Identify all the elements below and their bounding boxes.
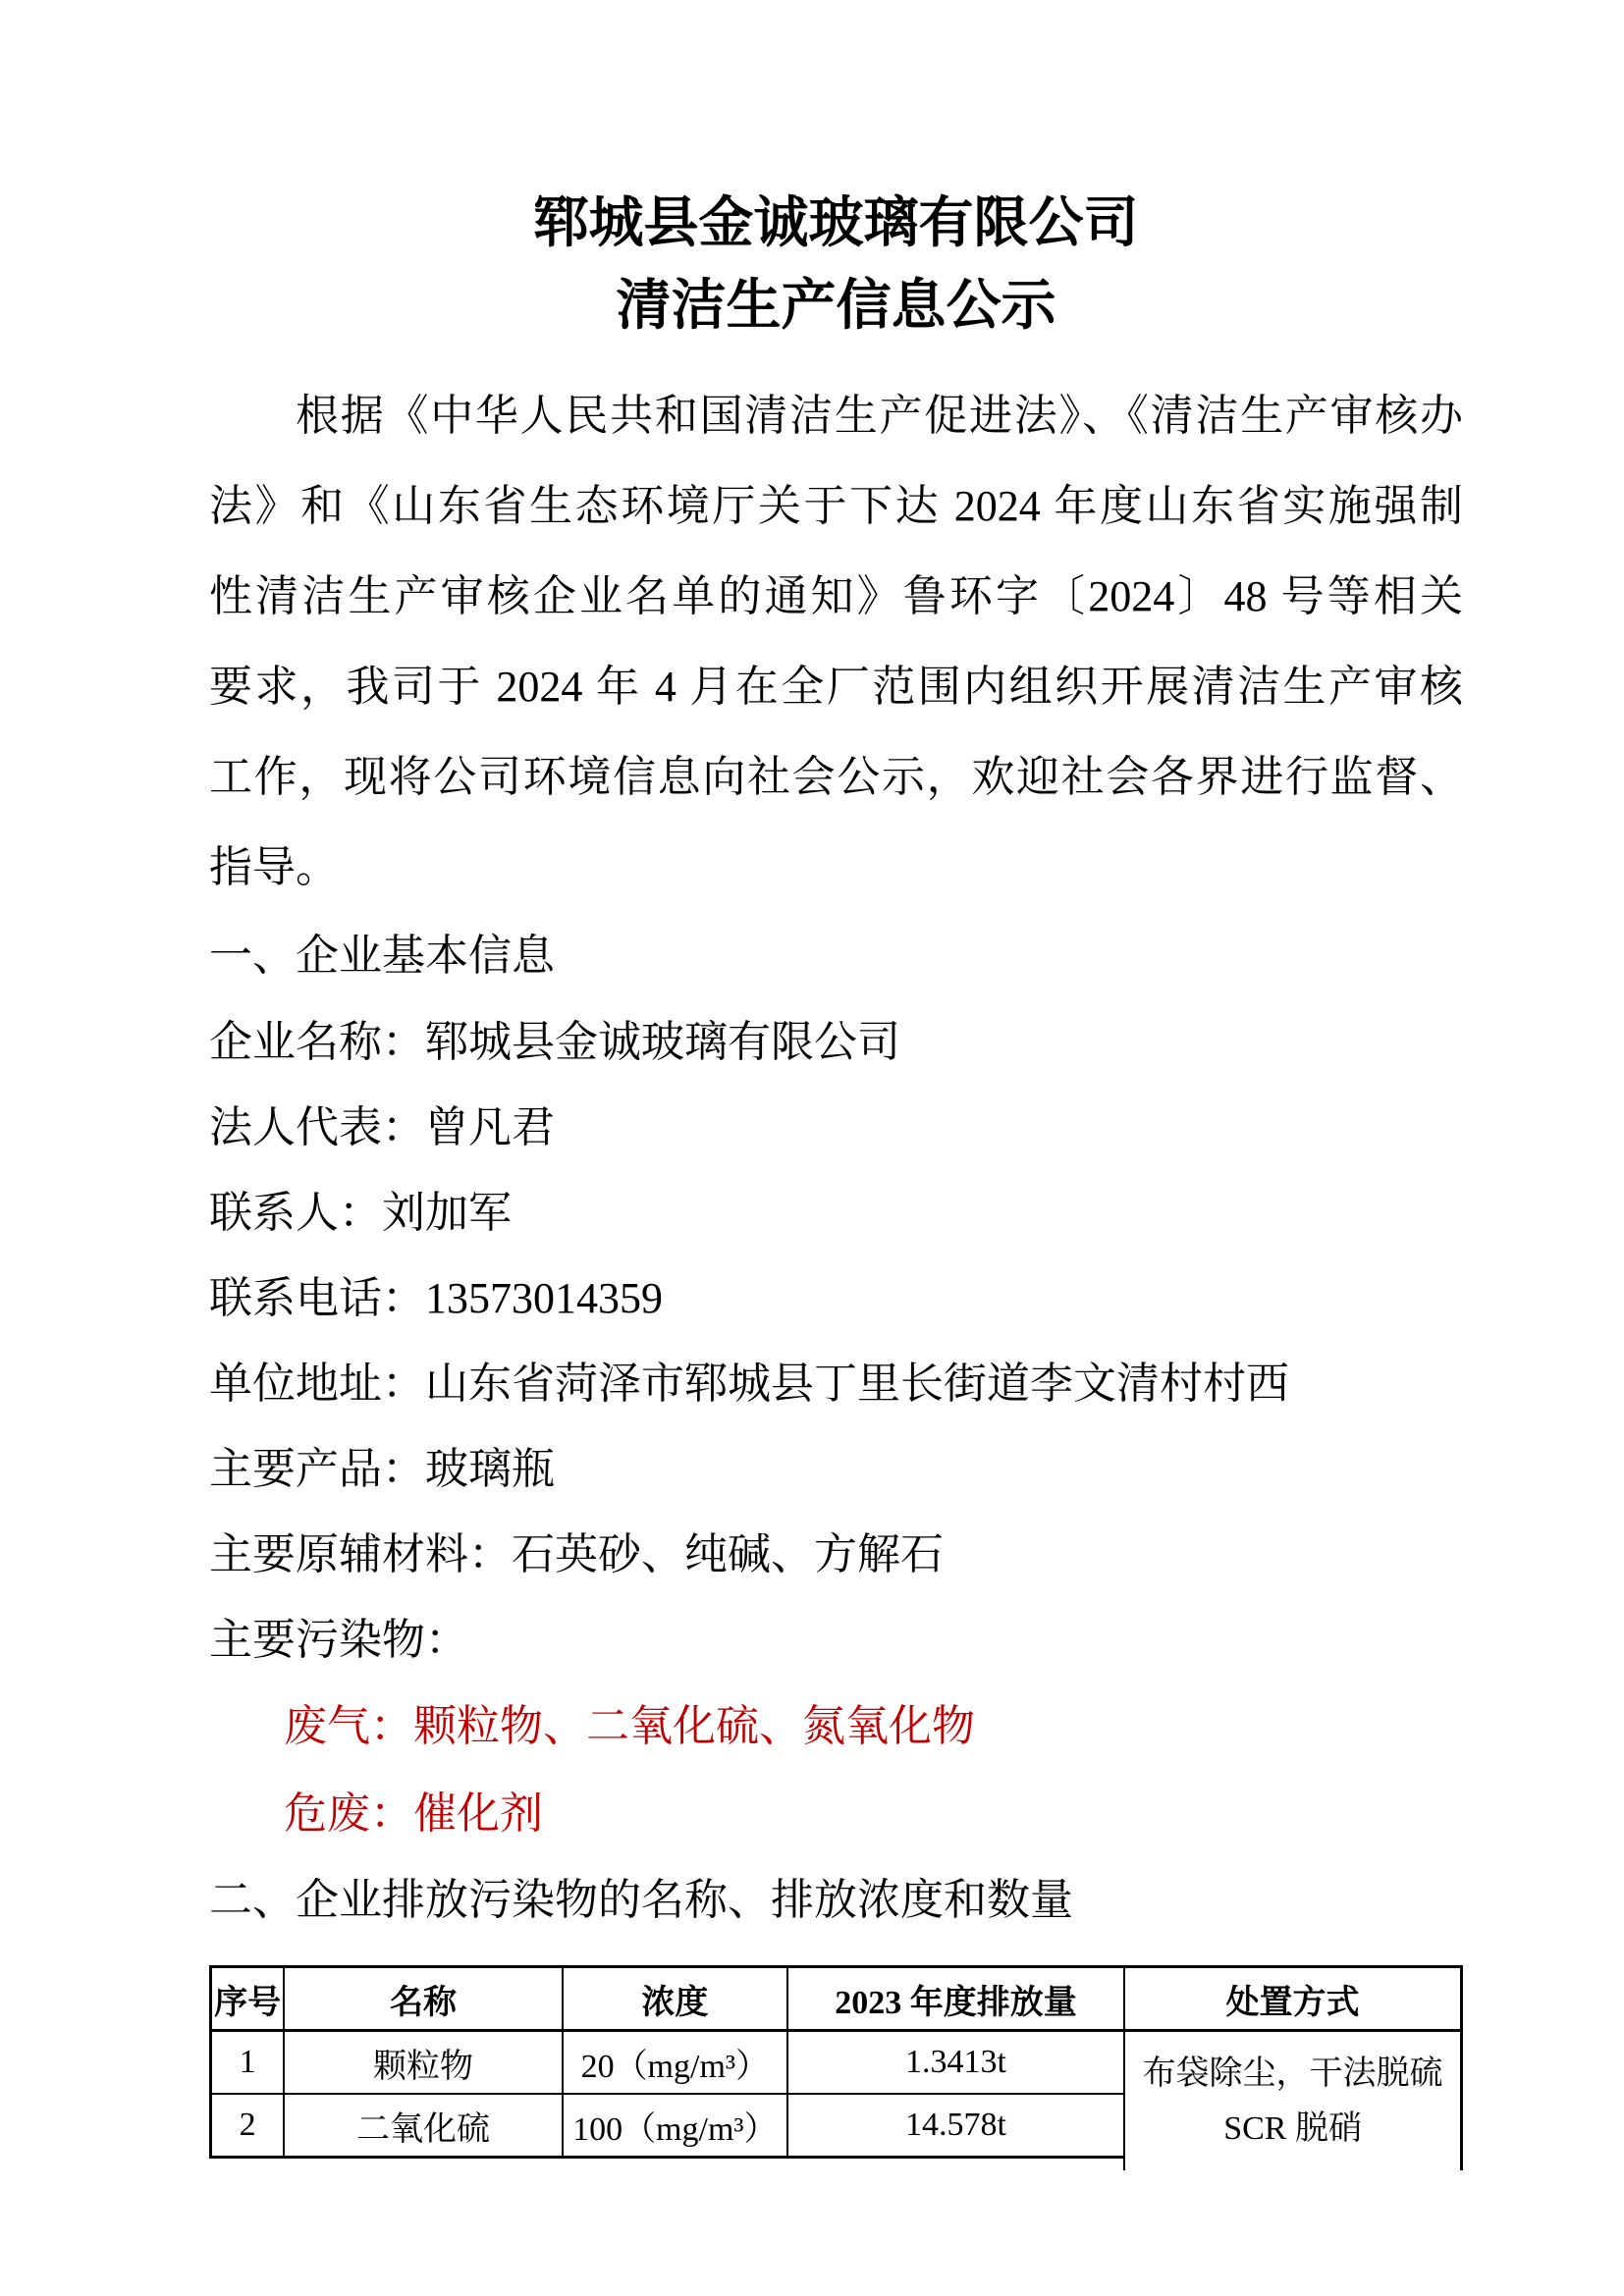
info-line-legal-representative: 法人代表：曾凡君 — [209, 1103, 555, 1151]
header-name: 名称 — [284, 1967, 563, 2031]
pollutant-hazardous-waste: 危废：催化剂 — [284, 1789, 543, 1838]
company-info-list — [209, 999, 1463, 1857]
header-amount-2023: 2023 年度排放量 — [787, 1967, 1124, 2031]
info-line-main-product: 主要产品：玻璃瓶 — [209, 1445, 555, 1493]
disposal-line: SCR 脱硝 — [1223, 2109, 1362, 2147]
intro-line: 性清洁生产审核企业名单的通知》鲁环字〔2024〕48 号等相关 — [209, 572, 1463, 620]
cell-amount: 14.578t — [787, 2094, 1124, 2158]
intro-line: 要求，我司于 2024 年 4 月在全厂范围内组织开展清洁生产审核 — [209, 663, 1463, 711]
intro-line: 工作，现将公司环境信息向社会公示，欢迎社会各界进行监督、 — [209, 753, 1463, 801]
intro-paragraph — [209, 371, 1463, 913]
disposal-line: 布袋除尘，干法脱硫 — [1142, 2055, 1443, 2092]
section1-heading: 一、企业基本信息 — [209, 932, 555, 980]
cell-seq: 1 — [211, 2031, 285, 2095]
header-concentration: 浓度 — [563, 1967, 787, 2031]
info-line-address: 单位地址：山东省菏泽市郓城县丁里长街道李文清村村西 — [209, 1360, 1289, 1408]
table-row — [211, 2031, 1462, 2095]
header-seq: 序号 — [211, 1967, 285, 2031]
info-line-raw-materials: 主要原辅材料：石英砂、纯碱、方解石 — [209, 1530, 944, 1578]
info-line-company-name: 企业名称：郓城县金诚玻璃有限公司 — [209, 1018, 900, 1066]
header-disposal: 处置方式 — [1124, 1967, 1461, 2031]
document-content — [209, 183, 1463, 2170]
cell-name: 颗粒物 — [284, 2031, 563, 2095]
pollutant-waste-gas: 废气：颗粒物、二氧化硫、氮氧化物 — [284, 1702, 975, 1750]
cell-seq: 2 — [211, 2094, 285, 2158]
section2-heading: 二、企业排放污染物的名称、排放浓度和数量 — [209, 1876, 1073, 1924]
cell-name: 二氧化硫 — [284, 2094, 563, 2158]
table-cutoff-spacer — [211, 2158, 1125, 2171]
intro-line: 指导。 — [209, 843, 339, 891]
document-subtitle: 清洁生产信息公示 — [616, 276, 1056, 337]
table-header-row — [211, 1967, 1462, 2031]
cell-amount: 1.3413t — [787, 2031, 1124, 2095]
emissions-table — [209, 1965, 1463, 2170]
info-line-contact-person: 联系人：刘加军 — [209, 1189, 512, 1237]
info-line-phone: 联系电话：13573014359 — [209, 1274, 663, 1322]
company-title: 郓城县金诚玻璃有限公司 — [533, 193, 1139, 254]
info-line-main-pollutants: 主要污染物： — [209, 1616, 468, 1664]
intro-line: 法》和《山东省生态环境厅关于下达 2024 年度山东省实施强制 — [209, 482, 1463, 530]
cell-disposal-method — [1124, 2031, 1461, 2171]
cell-concentration: 100（mg/m³） — [563, 2094, 787, 2158]
cell-concentration: 20（mg/m³） — [563, 2031, 787, 2095]
intro-line: 根据《中华人民共和国清洁生产促进法》、《清洁生产审核办 — [296, 392, 1463, 440]
